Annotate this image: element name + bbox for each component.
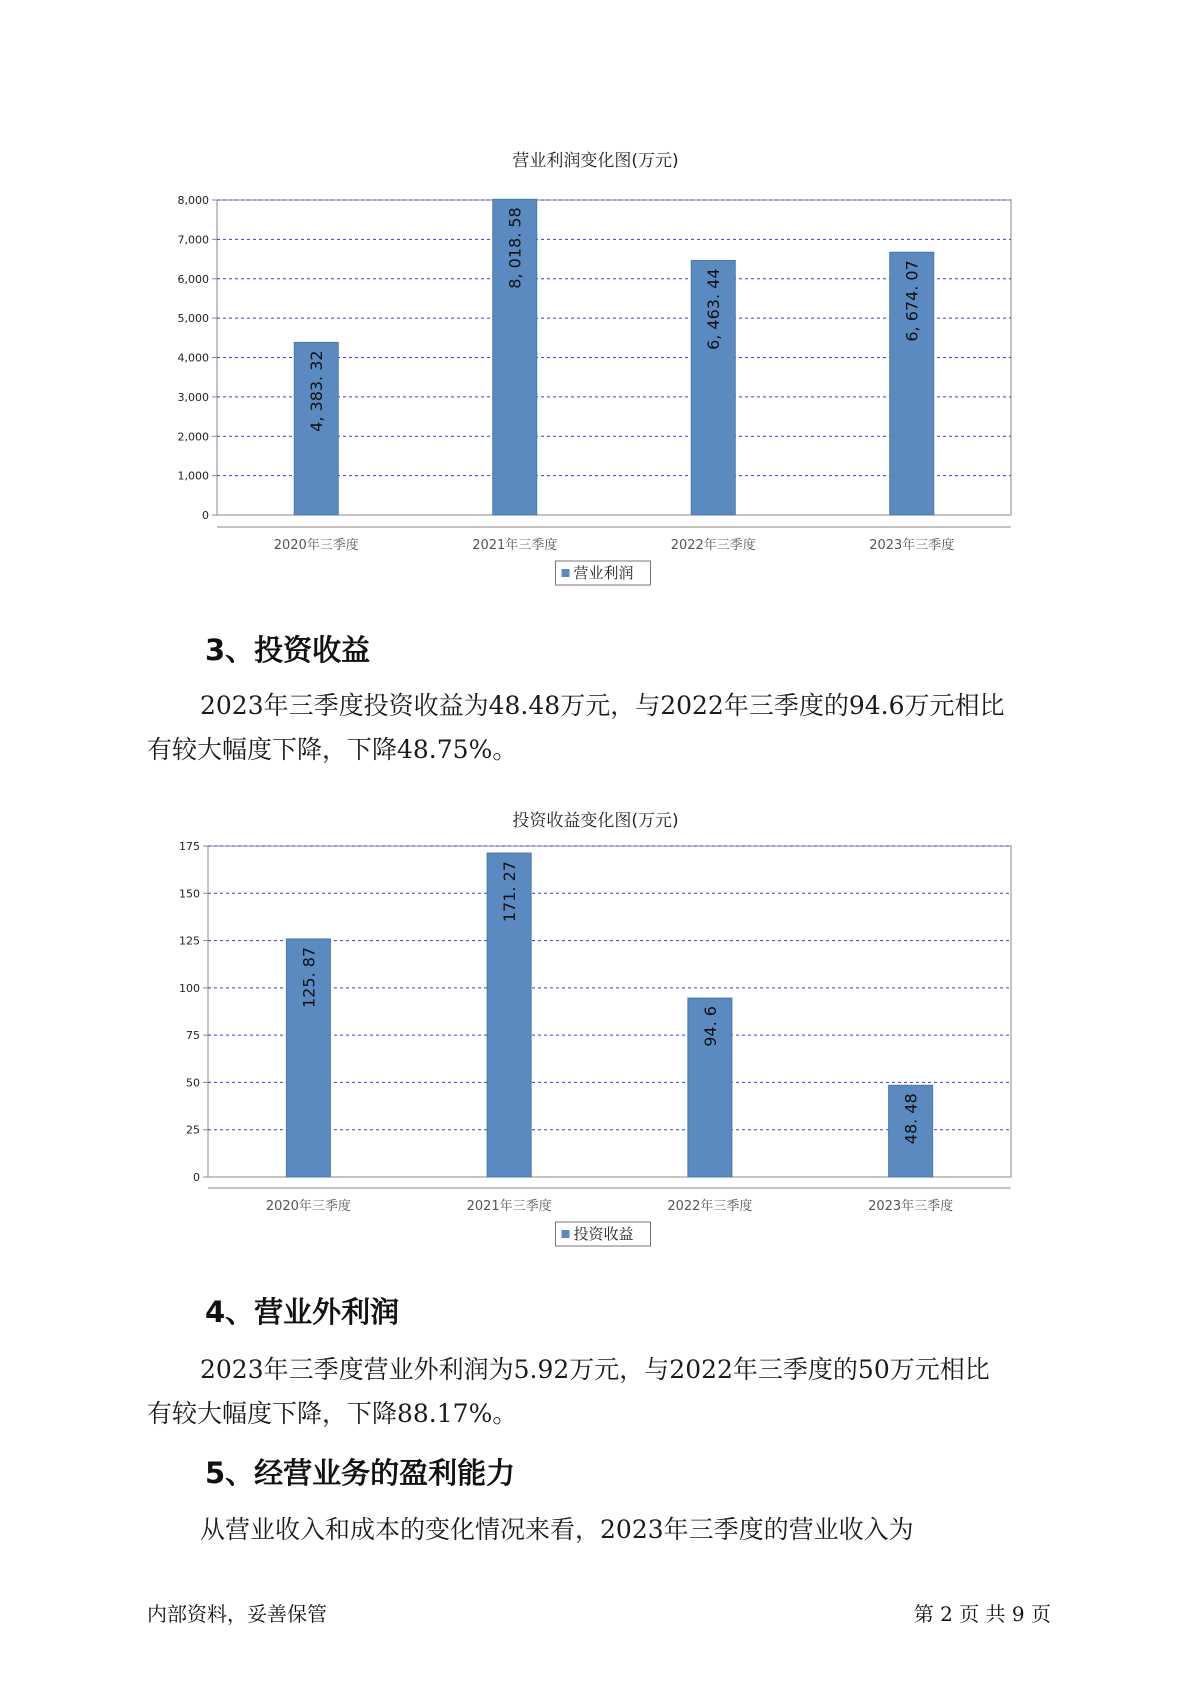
section4-line2: 有较大幅度下降，下降88.17%。 bbox=[147, 1399, 518, 1428]
section3-heading: 3、投资收益 bbox=[205, 633, 371, 667]
y-tick-label: 75 bbox=[186, 1029, 200, 1043]
y-tick-label: 0 bbox=[202, 509, 209, 522]
x-tick-label: 2022年三季度 bbox=[670, 538, 756, 553]
section4-heading: 4、营业外利润 bbox=[205, 1295, 400, 1329]
y-tick-label: 125 bbox=[179, 934, 200, 948]
bar-value-label: 6, 674. 07 bbox=[902, 260, 922, 342]
section3-line2: 有较大幅度下降，下降48.75%。 bbox=[147, 735, 518, 764]
section4-paragraph bbox=[147, 1348, 1067, 1436]
legend-label: 营业利润 bbox=[573, 564, 634, 582]
y-tick-label: 175 bbox=[179, 840, 200, 853]
legend-swatch bbox=[562, 1230, 570, 1238]
bar-value-label: 125. 87 bbox=[299, 946, 319, 1009]
y-tick-label: 50 bbox=[186, 1076, 200, 1090]
chart1-title: 营业利润变化图(万元) bbox=[512, 151, 679, 171]
section5-paragraph bbox=[147, 1508, 1067, 1552]
y-tick-label: 7,000 bbox=[177, 233, 209, 247]
legend bbox=[556, 1222, 651, 1246]
bar-value-label: 48. 48 bbox=[901, 1093, 921, 1145]
legend-label: 投资收益 bbox=[573, 1225, 634, 1243]
y-tick-label: 150 bbox=[179, 887, 200, 901]
section5-line1: 从营业收入和成本的变化情况来看，2023年三季度的营业收入为 bbox=[200, 1515, 914, 1544]
bar-value-label: 171. 27 bbox=[500, 861, 520, 923]
bar-value-label: 6, 463. 44 bbox=[704, 268, 724, 350]
bar-value-label: 8, 018. 58 bbox=[505, 207, 525, 289]
bar-value-label: 4, 383. 32 bbox=[307, 350, 327, 432]
footer-page-number: 第 2 页 共 9 页 bbox=[913, 1602, 1051, 1626]
y-tick-label: 2,000 bbox=[177, 430, 209, 444]
y-tick-label: 0 bbox=[193, 1171, 200, 1184]
section5-heading: 5、经营业务的盈利能力 bbox=[205, 1456, 516, 1490]
chart2-title: 投资收益变化图(万元) bbox=[512, 811, 679, 831]
x-tick-label: 2023年三季度 bbox=[869, 538, 955, 553]
y-tick-label: 100 bbox=[179, 981, 200, 995]
x-tick-label: 2023年三季度 bbox=[868, 1199, 954, 1214]
y-tick-label: 6,000 bbox=[177, 272, 209, 286]
footer-confidential-note: 内部资料，妥善保管 bbox=[147, 1602, 327, 1626]
y-tick-label: 8,000 bbox=[177, 194, 209, 207]
section3-line1: 2023年三季度投资收益为48.48万元，与2022年三季度的94.6万元相比 bbox=[200, 691, 1005, 720]
y-tick-label: 25 bbox=[186, 1123, 200, 1137]
y-tick-label: 5,000 bbox=[177, 312, 209, 326]
x-tick-label: 2020年三季度 bbox=[273, 538, 359, 553]
x-tick-label: 2021年三季度 bbox=[466, 1199, 552, 1214]
x-tick-label: 2021年三季度 bbox=[472, 538, 558, 553]
y-tick-label: 4,000 bbox=[177, 351, 209, 365]
bar-value-label: 94. 6 bbox=[700, 1006, 720, 1047]
y-tick-label: 1,000 bbox=[177, 469, 209, 483]
section4-line1: 2023年三季度营业外利润为5.92万元，与2022年三季度的50万元相比 bbox=[200, 1355, 990, 1384]
x-tick-label: 2022年三季度 bbox=[667, 1199, 753, 1214]
y-tick-label: 3,000 bbox=[177, 390, 209, 404]
x-tick-label: 2020年三季度 bbox=[265, 1199, 351, 1214]
